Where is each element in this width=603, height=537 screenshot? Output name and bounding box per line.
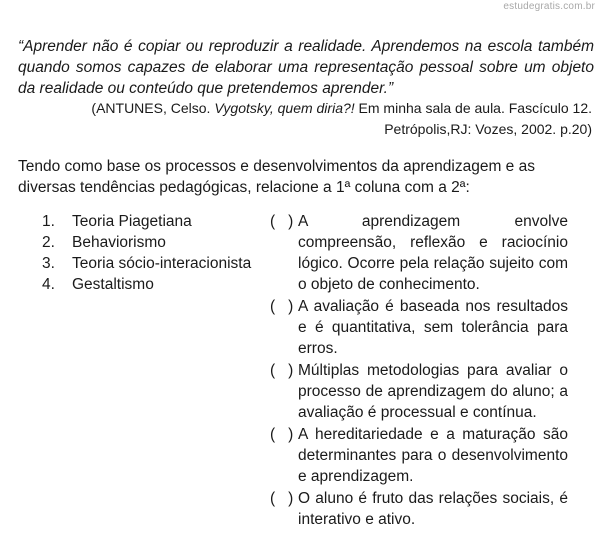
column-2-item bbox=[270, 488, 568, 530]
answer-blank[interactable]: ( ) bbox=[270, 490, 294, 507]
citation-author: (ANTUNES, Celso. bbox=[91, 100, 215, 116]
column-1-list bbox=[42, 211, 267, 295]
citation-line-1 bbox=[32, 98, 592, 119]
quote-text: “Aprender não é copiar ou reproduzir a realidade. Aprendemos na escola também quando somos capazes de elaborar uma representação pessoal sobre um objeto da realidade ou conteúdo que pretendemos aprender.” bbox=[18, 38, 594, 97]
column-1-item bbox=[42, 253, 267, 274]
item-text: A hereditariedade e a maturação são determinantes para o desenvolvimento e aprendizagem. bbox=[298, 426, 568, 485]
citation-source: Em minha sala de aula. Fascículo 12. bbox=[354, 100, 592, 116]
column-2-item bbox=[270, 296, 568, 359]
citation bbox=[32, 98, 592, 140]
column-1-item bbox=[42, 274, 267, 295]
item-label: Behaviorismo bbox=[72, 234, 166, 251]
item-label: Gestaltismo bbox=[72, 276, 154, 293]
item-text: Múltiplas metodologias para avaliar o processo de aprendizagem do aluno; a avaliação é processual e contínua. bbox=[298, 362, 568, 421]
question-prompt: Tendo como base os processos e desenvolvimentos da aprendizagem e as diversas tendências pedagógicas, relacione a 1ª coluna com a 2ª: bbox=[18, 158, 535, 196]
citation-line-2: Petrópolis,RJ: Vozes, 2002. p.20) bbox=[384, 121, 592, 137]
column-2-list bbox=[270, 211, 568, 531]
answer-blank[interactable]: ( ) bbox=[270, 298, 294, 315]
item-label: Teoria Piagetiana bbox=[72, 213, 192, 230]
item-text: A avaliação é baseada nos resultados e é quantitativa, sem tolerância para erros. bbox=[298, 298, 568, 357]
column-2-item bbox=[270, 424, 568, 487]
watermark: estudegratis.com.br bbox=[503, 1, 595, 12]
column-1-item bbox=[42, 211, 267, 232]
item-text: O aluno é fruto das relações sociais, é interativo e ativo. bbox=[298, 490, 568, 528]
column-1-item bbox=[42, 232, 267, 253]
item-number: 3. bbox=[42, 255, 55, 272]
column-2-item bbox=[270, 211, 568, 295]
item-text: A aprendizagem envolve compreensão, reflexão e raciocínio lógico. Ocorre pela relação sujeito com o objeto de conhecimento. bbox=[298, 213, 568, 293]
citation-title: Vygotsky, quem diria?! bbox=[214, 100, 355, 116]
answer-blank[interactable]: ( ) bbox=[270, 362, 294, 379]
item-number: 1. bbox=[42, 213, 55, 230]
item-label: Teoria sócio-interacionista bbox=[72, 255, 252, 272]
item-number: 4. bbox=[42, 276, 55, 293]
answer-blank[interactable]: ( ) bbox=[270, 426, 294, 443]
answer-blank[interactable]: ( ) bbox=[270, 213, 294, 230]
item-number: 2. bbox=[42, 234, 55, 251]
column-2-item bbox=[270, 360, 568, 423]
